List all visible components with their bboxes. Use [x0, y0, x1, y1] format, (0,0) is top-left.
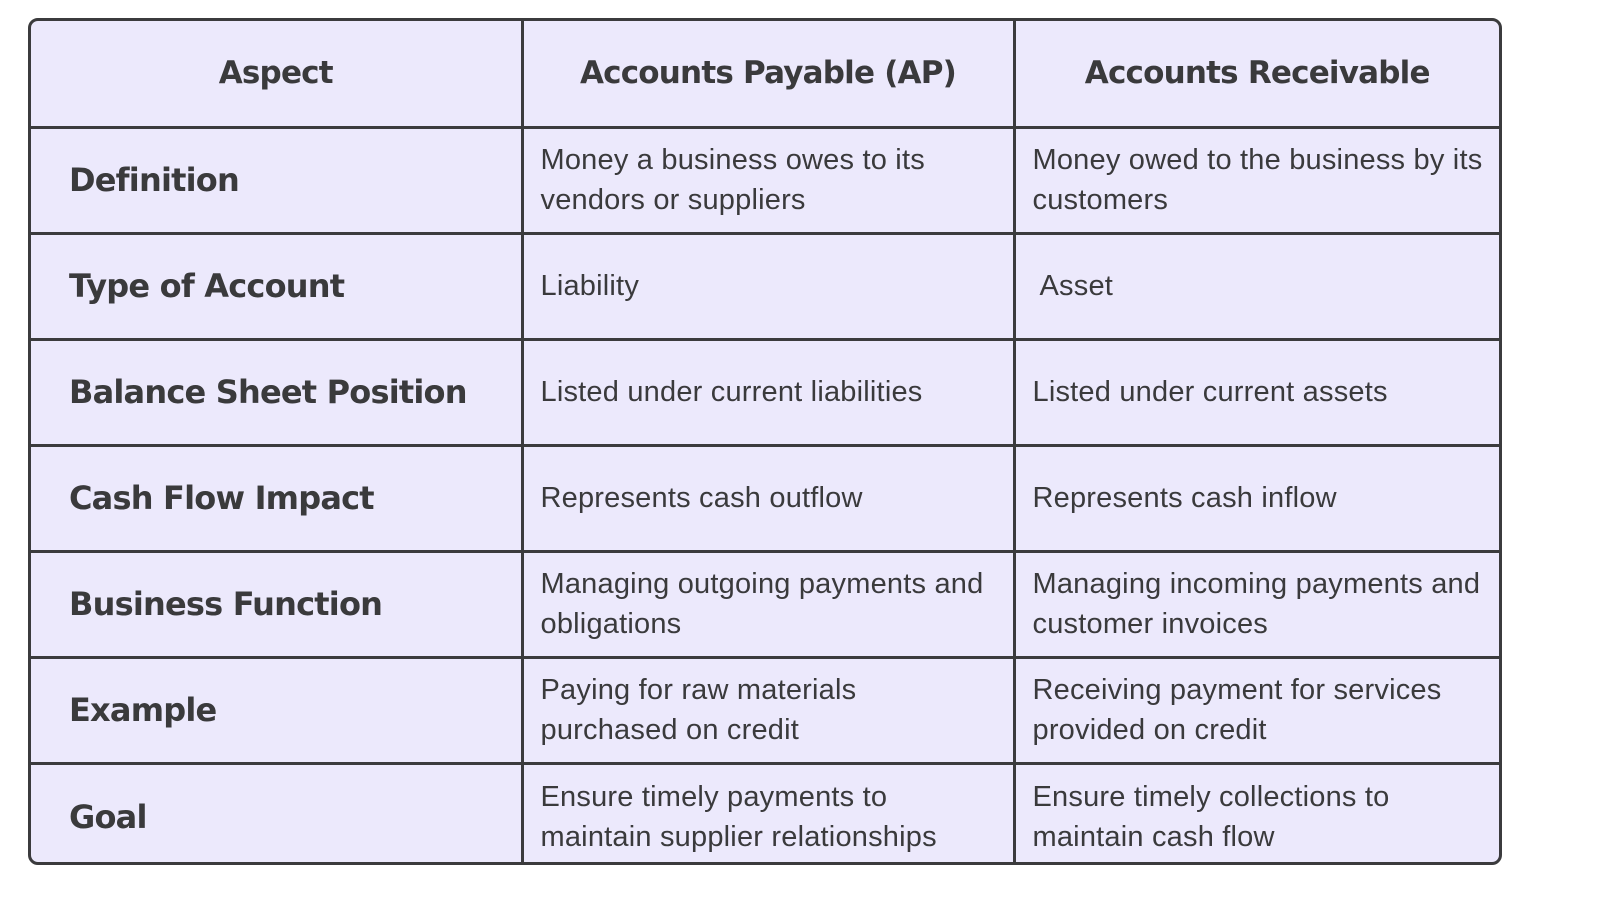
ap-cell: Liability	[522, 233, 1014, 339]
header-row	[31, 21, 1499, 127]
aspect-cell: Balance Sheet Position	[31, 339, 522, 445]
ar-cell: Receiving payment for services provided on credit	[1014, 657, 1499, 763]
header-accounts-payable: Accounts Payable (AP)	[522, 21, 1014, 127]
table-row-type-of-account	[31, 233, 1499, 339]
header-accounts-receivable: Accounts Receivable	[1014, 21, 1499, 127]
ar-cell: Represents cash inflow	[1014, 445, 1499, 551]
ap-cell: Money a business owes to its vendors or suppliers	[522, 127, 1014, 233]
aspect-cell: Example	[31, 657, 522, 763]
aspect-cell: Cash Flow Impact	[31, 445, 522, 551]
table-row-goal	[31, 763, 1499, 865]
ar-cell: Listed under current assets	[1014, 339, 1499, 445]
table-row-definition	[31, 127, 1499, 233]
header-aspect: Aspect	[31, 21, 522, 127]
comparison-table	[28, 18, 1502, 865]
ar-cell: Money owed to the business by its customers	[1014, 127, 1499, 233]
ar-cell: Managing incoming payments and customer invoices	[1014, 551, 1499, 657]
table-row-balance-sheet-position	[31, 339, 1499, 445]
ap-cell: Represents cash outflow	[522, 445, 1014, 551]
aspect-cell: Goal	[31, 763, 522, 865]
table-row-business-function	[31, 551, 1499, 657]
table-row-cash-flow-impact	[31, 445, 1499, 551]
ar-cell: Ensure timely collections to maintain cash flow	[1014, 763, 1499, 865]
ap-cell: Paying for raw materials purchased on credit	[522, 657, 1014, 763]
ap-vs-ar-table	[31, 21, 1499, 865]
ar-cell: Asset	[1014, 233, 1499, 339]
ap-cell: Listed under current liabilities	[522, 339, 1014, 445]
table-row-example	[31, 657, 1499, 763]
ap-cell: Ensure timely payments to maintain supplier relationships	[522, 763, 1014, 865]
aspect-cell: Business Function	[31, 551, 522, 657]
aspect-cell: Definition	[31, 127, 522, 233]
ap-cell: Managing outgoing payments and obligations	[522, 551, 1014, 657]
aspect-cell: Type of Account	[31, 233, 522, 339]
